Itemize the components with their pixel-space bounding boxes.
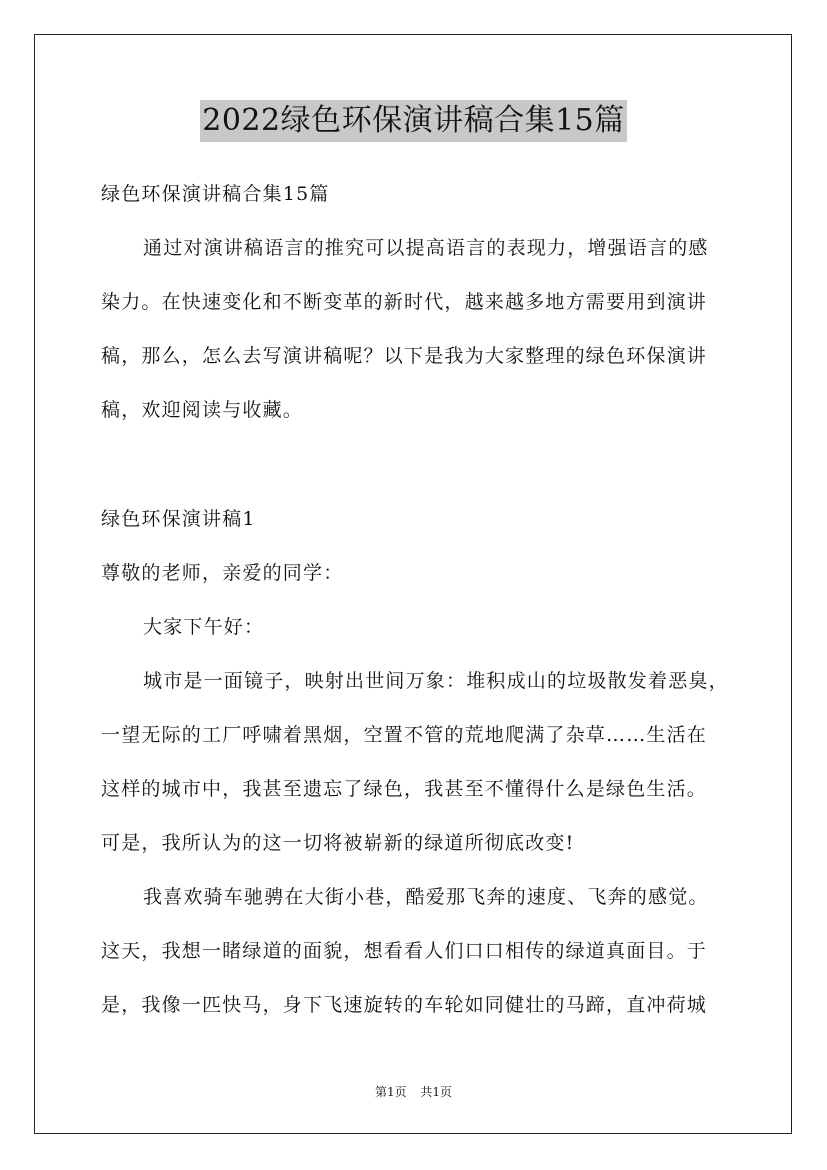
body-line: 城市是一面镜子，映射出世间万象：堆积成山的垃圾散发着恶臭， xyxy=(143,670,729,692)
page-number: 第1页 xyxy=(374,1085,407,1099)
body-line: 这样的城市中，我甚至遗忘了绿色，我甚至不懂得什么是绿色生活。 xyxy=(101,778,708,800)
salutation: 尊敬的老师，亲爱的同学： xyxy=(101,562,344,584)
intro-line: 稿，那么，怎么去写演讲稿呢？以下是我为大家整理的绿色环保演讲 xyxy=(101,345,708,367)
body-line: 是，我像一匹快马，身下飞速旋转的车轮如同健壮的马蹄，直冲荷城 xyxy=(101,994,708,1016)
body-line: 可是，我所认为的这一切将被崭新的绿道所彻底改变! xyxy=(101,832,575,854)
body-line: 一望无际的工厂呼啸着黑烟，空置不管的荒地爬满了杂草……生活在 xyxy=(101,724,708,746)
title-container xyxy=(0,100,827,142)
document-title: 2022绿色环保演讲稿合集15篇 xyxy=(200,100,627,142)
intro-line: 稿，欢迎阅读与收藏。 xyxy=(101,399,304,421)
body-line: 这天，我想一睹绿道的面貌，想看看人们口口相传的绿道真面目。于 xyxy=(101,940,708,962)
document-subtitle: 绿色环保演讲稿合集15篇 xyxy=(101,183,330,205)
section-heading: 绿色环保演讲稿1 xyxy=(101,508,256,530)
page-total: 共1页 xyxy=(420,1085,453,1099)
page-footer xyxy=(0,1084,827,1100)
intro-line: 通过对演讲稿语言的推究可以提高语言的表现力，增强语言的感 xyxy=(143,237,709,259)
greeting: 大家下午好： xyxy=(143,616,265,638)
intro-line: 染力。在快速变化和不断变革的新时代，越来越多地方需要用到演讲 xyxy=(101,291,708,313)
body-line: 我喜欢骑车驰骋在大街小巷，酷爱那飞奔的速度、飞奔的感觉。 xyxy=(143,886,709,908)
